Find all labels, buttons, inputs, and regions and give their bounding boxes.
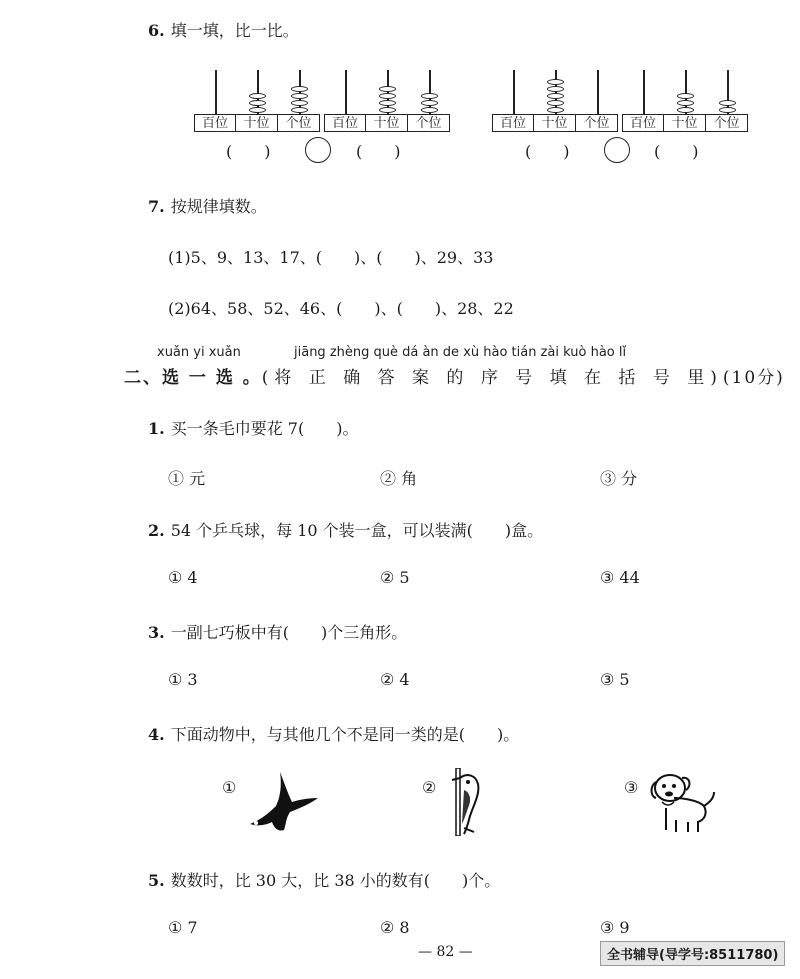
q6-text: 填一填，比一比。 [170, 21, 299, 40]
abacus-rod-hundreds [215, 70, 217, 114]
abacus-2 [324, 70, 450, 134]
puppy-icon [648, 768, 718, 834]
choice-q3-option-2[interactable]: ② 4 [380, 670, 410, 689]
choice-q2-number: 2. [148, 521, 165, 540]
choice-q3-text: 一副七巧板中有( )个三角形。 [170, 623, 408, 642]
choice-q2-option-2[interactable]: ② 5 [380, 568, 410, 587]
abacus-bead [249, 93, 266, 99]
abacus-bead [249, 107, 266, 113]
choice-q4-option-1[interactable]: ① [222, 778, 237, 797]
choice-q5 [148, 868, 500, 891]
section2-pinyin-a: xuǎn yi xuǎn [157, 345, 241, 360]
abacus-bead [421, 100, 438, 106]
abacus-blank-3[interactable]: ( ) [525, 142, 570, 161]
place-label-tens: 十位 [236, 114, 278, 132]
choice-q4 [148, 722, 519, 745]
choice-q1-option-2[interactable]: ② 角 [380, 469, 418, 488]
choice-q3-option-1[interactable]: ① 3 [168, 670, 198, 689]
choice-q1 [148, 416, 358, 439]
choice-q5-text: 数数时，比 30 大，比 38 小的数有( )个。 [170, 871, 501, 890]
abacus-bead [719, 100, 736, 106]
q7-line1: (1)5、9、13、17、( )、( )、29、33 [168, 248, 494, 267]
place-label-ones: 个位 [576, 114, 618, 132]
choice-q5-option-2[interactable]: ② 8 [380, 918, 410, 937]
abacus-bead [379, 86, 396, 92]
place-label-ones: 个位 [278, 114, 320, 132]
abacus-1 [194, 70, 320, 134]
abacus-bead [291, 86, 308, 92]
abacus-3 [492, 70, 618, 134]
abacus-bead [379, 100, 396, 106]
choice-q5-option-3[interactable]: ③ 9 [600, 918, 630, 937]
choice-q1-option-3[interactable]: ③ 分 [600, 469, 638, 488]
place-value-row [622, 114, 748, 132]
place-label-ones: 个位 [408, 114, 450, 132]
q6-number: 6. [148, 21, 165, 40]
q7-number: 7. [148, 197, 165, 216]
abacus-blank-1[interactable]: ( ) [226, 142, 271, 161]
place-value-row [194, 114, 320, 132]
choice-q1-text: 买一条毛巾要花 7( )。 [170, 419, 359, 438]
abacus-bead [547, 86, 564, 92]
abacus-bead [291, 100, 308, 106]
abacus-bead [421, 93, 438, 99]
choice-q5-option-1[interactable]: ① 7 [168, 918, 198, 937]
abacus-rod-hundreds [513, 70, 515, 114]
choice-q1-option-1[interactable]: ① 元 [168, 469, 206, 488]
abacus-bead [421, 107, 438, 113]
section2-pinyin-b: jiāng zhèng què dá àn de xù hào tián zài kuò hào lǐ [294, 345, 627, 360]
q7-text: 按规律填数。 [170, 197, 267, 216]
choice-q2-text: 54 个乒乓球，每 10 个装一盒，可以装满( )盒。 [170, 521, 544, 540]
woodpecker-icon [446, 768, 486, 836]
swallow-icon [246, 768, 322, 836]
place-value-row [492, 114, 618, 132]
section2-title-text: 二、选 一 选 。 [124, 368, 262, 388]
choice-q4-text: 下面动物中，与其他几个不是同一类的是( )。 [170, 725, 520, 744]
abacus-rod-ones [597, 70, 599, 114]
abacus-bead [547, 79, 564, 85]
compare-circle-1[interactable] [305, 137, 331, 163]
page-number: — 82 — [418, 944, 473, 960]
abacus-bead [249, 100, 266, 106]
choice-q3-number: 3. [148, 623, 165, 642]
compare-circle-2[interactable] [604, 137, 630, 163]
abacus-blank-2[interactable]: ( ) [356, 142, 401, 161]
place-label-hundreds: 百位 [324, 114, 366, 132]
place-label-hundreds: 百位 [622, 114, 664, 132]
place-value-row [324, 114, 450, 132]
abacus-rod-hundreds [345, 70, 347, 114]
abacus-bead [677, 93, 694, 99]
abacus-bead [719, 107, 736, 113]
section2-score: (10分) [722, 368, 785, 388]
choice-q4-option-2[interactable]: ② [422, 778, 437, 797]
section2-note: (将 正 确 答 案 的 序 号 填 在 括 号 里) [261, 368, 723, 388]
place-label-tens: 十位 [664, 114, 706, 132]
choice-q2-option-1[interactable]: ① 4 [168, 568, 198, 587]
abacus-blank-4[interactable]: ( ) [654, 142, 699, 161]
section2-title [124, 363, 785, 388]
abacus-4 [622, 70, 748, 134]
q7-prompt [148, 194, 267, 217]
abacus-bead [547, 100, 564, 106]
choice-q4-option-3[interactable]: ③ [624, 778, 639, 797]
abacus-bead [379, 107, 396, 113]
q7-line2: (2)64、58、52、46、( )、( )、28、22 [168, 299, 514, 318]
q6-prompt [148, 18, 299, 41]
abacus-bead [291, 107, 308, 113]
place-label-hundreds: 百位 [492, 114, 534, 132]
choice-q3 [148, 620, 407, 643]
abacus-bead [677, 107, 694, 113]
abacus-rod-hundreds [643, 70, 645, 114]
guide-badge: 全书辅导(导学号:8511780) [600, 941, 785, 966]
choice-q2-option-3[interactable]: ③ 44 [600, 568, 640, 587]
abacus-bead [547, 107, 564, 113]
choice-q3-option-3[interactable]: ③ 5 [600, 670, 630, 689]
abacus-bead [677, 100, 694, 106]
choice-q2 [148, 518, 543, 541]
place-label-tens: 十位 [534, 114, 576, 132]
choice-q5-number: 5. [148, 871, 165, 890]
place-label-hundreds: 百位 [194, 114, 236, 132]
choice-q1-number: 1. [148, 419, 165, 438]
abacus-bead [291, 93, 308, 99]
place-label-ones: 个位 [706, 114, 748, 132]
choice-q4-number: 4. [148, 725, 165, 744]
abacus-bead [547, 93, 564, 99]
place-label-tens: 十位 [366, 114, 408, 132]
abacus-bead [379, 93, 396, 99]
